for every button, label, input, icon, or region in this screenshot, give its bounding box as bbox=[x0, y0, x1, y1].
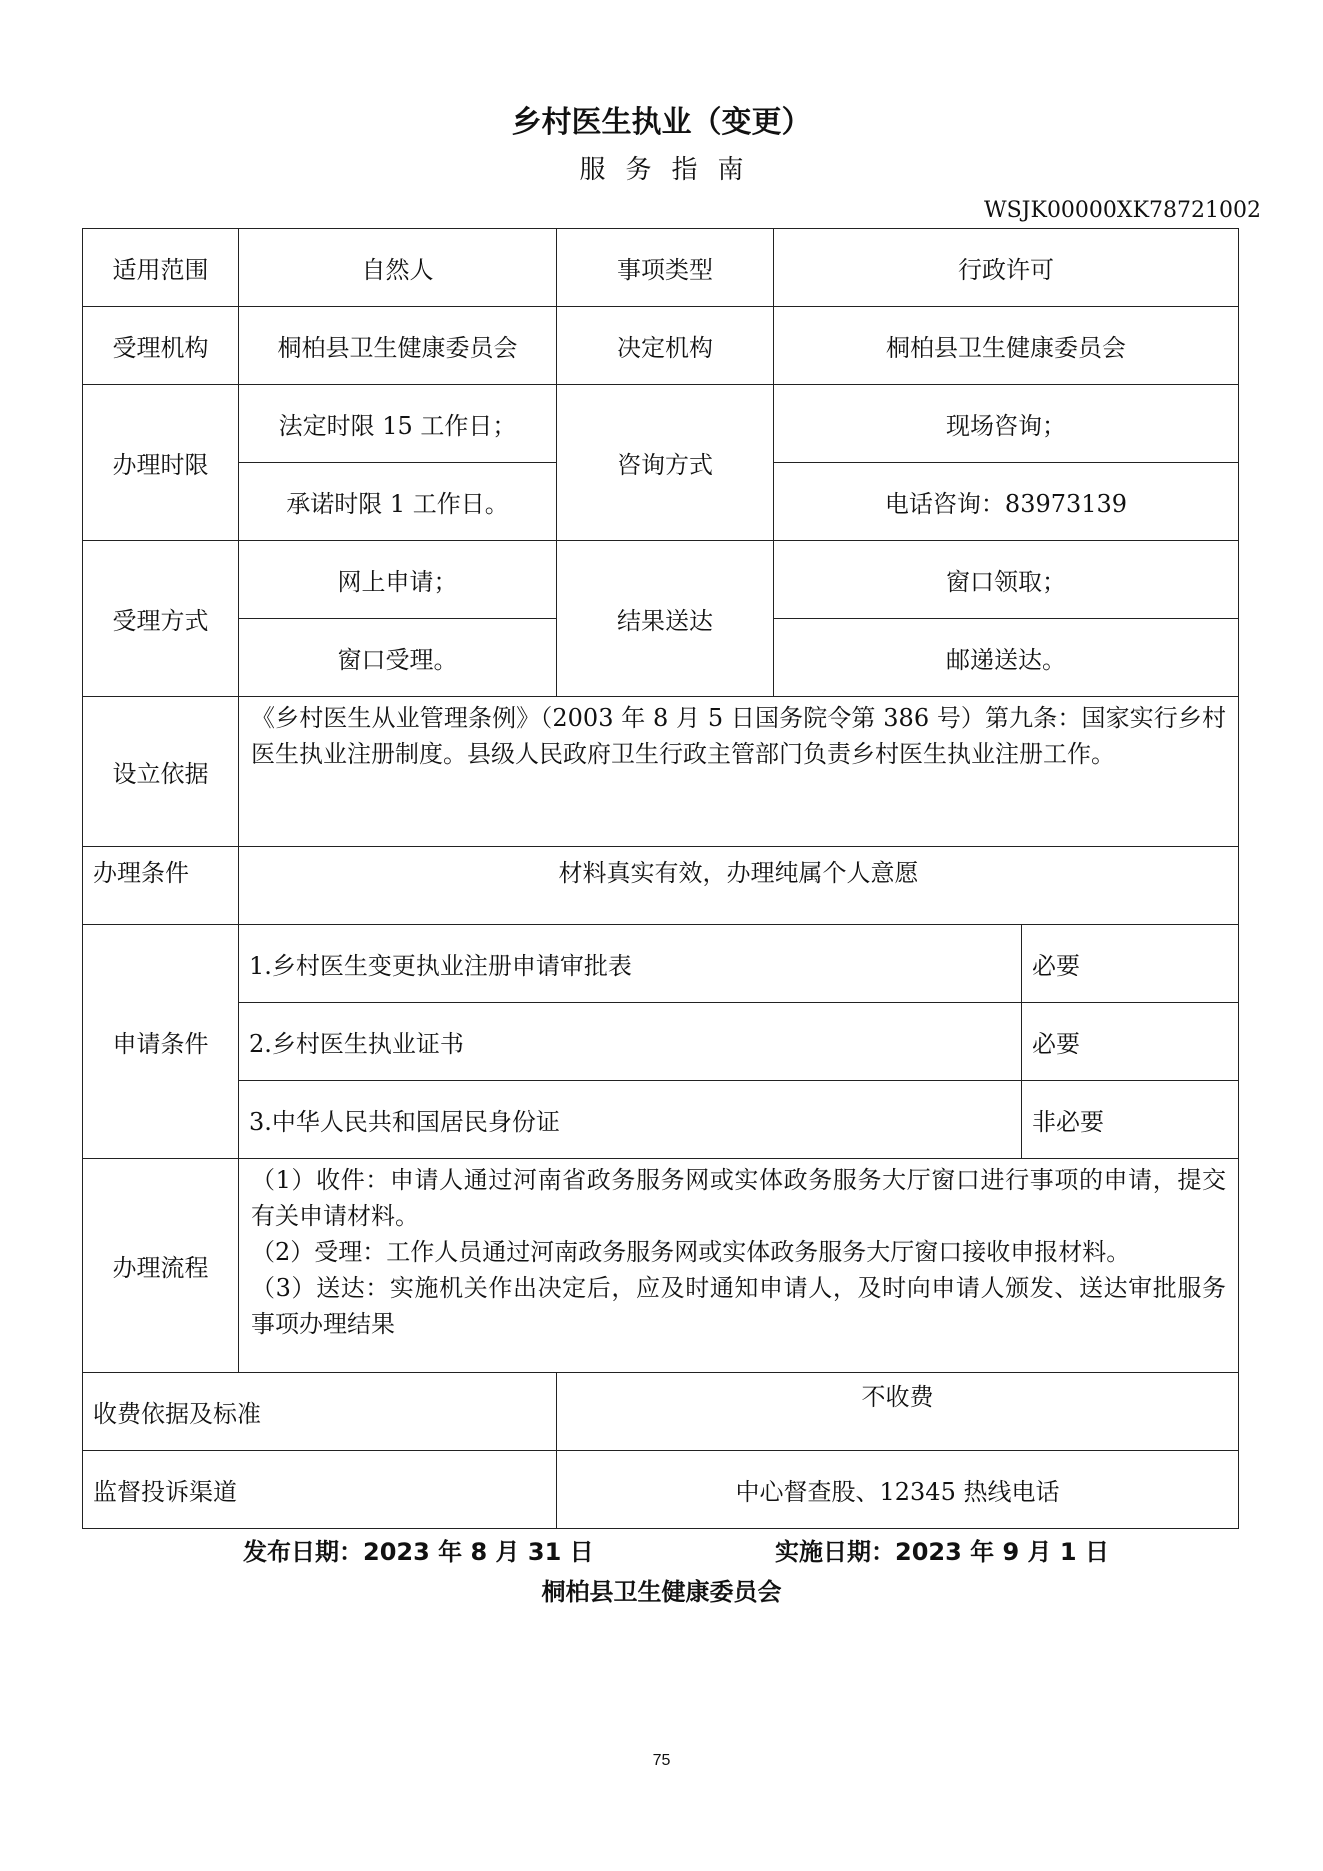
consult-phone: 电话咨询：83973139 bbox=[774, 463, 1239, 541]
material-req: 必要 bbox=[1022, 1003, 1239, 1081]
scope-label: 适用范围 bbox=[83, 229, 239, 307]
accept-window: 窗口受理。 bbox=[239, 619, 557, 697]
table-row bbox=[83, 307, 1239, 385]
table-row bbox=[83, 847, 1239, 925]
table-row bbox=[83, 1373, 1239, 1451]
accept-org-label: 受理机构 bbox=[83, 307, 239, 385]
material-name: 1.乡村医生变更执业注册申请审批表 bbox=[239, 925, 1022, 1003]
process-step: （1）收件：申请人通过河南省政务服务网或实体政务服务大厅窗口进行事项的申请，提交有关申请材料。 bbox=[251, 1166, 1226, 1230]
service-guide-table bbox=[82, 228, 1239, 1529]
footer-organization: 桐柏县卫生健康委员会 bbox=[541, 1578, 782, 1606]
process-step: （2）受理：工作人员通过河南政务服务网或实体政务服务大厅窗口接收申报材料。 bbox=[251, 1238, 1131, 1266]
page-title: 乡村医生执业（变更） bbox=[511, 105, 812, 140]
implement-date: 实施日期：2023 年 9 月 1 日 bbox=[775, 1538, 1109, 1566]
time-label: 办理时限 bbox=[83, 385, 239, 541]
apply-label: 申请条件 bbox=[83, 925, 239, 1159]
condition-label: 办理条件 bbox=[83, 847, 239, 925]
decide-org-label: 决定机构 bbox=[557, 307, 774, 385]
decide-org-value: 桐柏县卫生健康委员会 bbox=[774, 307, 1239, 385]
material-name: 2.乡村医生执业证书 bbox=[239, 1003, 1022, 1081]
table-row bbox=[83, 697, 1239, 847]
delivery-mail: 邮递送达。 bbox=[774, 619, 1239, 697]
process-step: （3）送达：实施机关作出决定后，应及时通知申请人，及时向申请人颁发、送达审批服务事项办理结果 bbox=[251, 1274, 1226, 1338]
fee-value: 不收费 bbox=[557, 1373, 1239, 1451]
time-legal: 法定时限 15 工作日； bbox=[239, 385, 557, 463]
time-promise: 承诺时限 1 工作日。 bbox=[239, 463, 557, 541]
material-req: 非必要 bbox=[1022, 1081, 1239, 1159]
complaint-value: 中心督查股、12345 热线电话 bbox=[557, 1451, 1239, 1529]
table-row bbox=[83, 1081, 1239, 1159]
fee-label: 收费依据及标准 bbox=[83, 1373, 557, 1451]
accept-method-label: 受理方式 bbox=[83, 541, 239, 697]
table-row bbox=[83, 1451, 1239, 1529]
process-steps bbox=[239, 1159, 1239, 1373]
consult-onsite: 现场咨询； bbox=[774, 385, 1239, 463]
table-row bbox=[83, 1159, 1239, 1373]
type-label: 事项类型 bbox=[557, 229, 774, 307]
basis-text: 《乡村医生从业管理条例》（2003 年 8 月 5 日国务院令第 386 号）第九条：国家实行乡村医生执业注册制度。县级人民政府卫生行政主管部门负责乡村医生执业注册工作。 bbox=[239, 697, 1239, 847]
accept-online: 网上申请； bbox=[239, 541, 557, 619]
basis-label: 设立依据 bbox=[83, 697, 239, 847]
delivery-label: 结果送达 bbox=[557, 541, 774, 697]
process-label: 办理流程 bbox=[83, 1159, 239, 1373]
type-value: 行政许可 bbox=[774, 229, 1239, 307]
document-code: WSJK00000XK78721002 bbox=[984, 198, 1261, 223]
accept-org-value: 桐柏县卫生健康委员会 bbox=[239, 307, 557, 385]
page-number: 75 bbox=[652, 1752, 671, 1769]
table-row bbox=[83, 541, 1239, 619]
material-req: 必要 bbox=[1022, 925, 1239, 1003]
table-row bbox=[83, 925, 1239, 1003]
scope-value: 自然人 bbox=[239, 229, 557, 307]
table-row bbox=[83, 385, 1239, 463]
condition-text: 材料真实有效，办理纯属个人意愿 bbox=[239, 847, 1239, 925]
complaint-label: 监督投诉渠道 bbox=[83, 1451, 557, 1529]
consult-label: 咨询方式 bbox=[557, 385, 774, 541]
page-subtitle: 服务指南 bbox=[579, 155, 764, 185]
material-name: 3.中华人民共和国居民身份证 bbox=[239, 1081, 1022, 1159]
table-row bbox=[83, 229, 1239, 307]
publish-date: 发布日期：2023 年 8 月 31 日 bbox=[243, 1538, 594, 1566]
table-row bbox=[83, 1003, 1239, 1081]
delivery-window: 窗口领取； bbox=[774, 541, 1239, 619]
